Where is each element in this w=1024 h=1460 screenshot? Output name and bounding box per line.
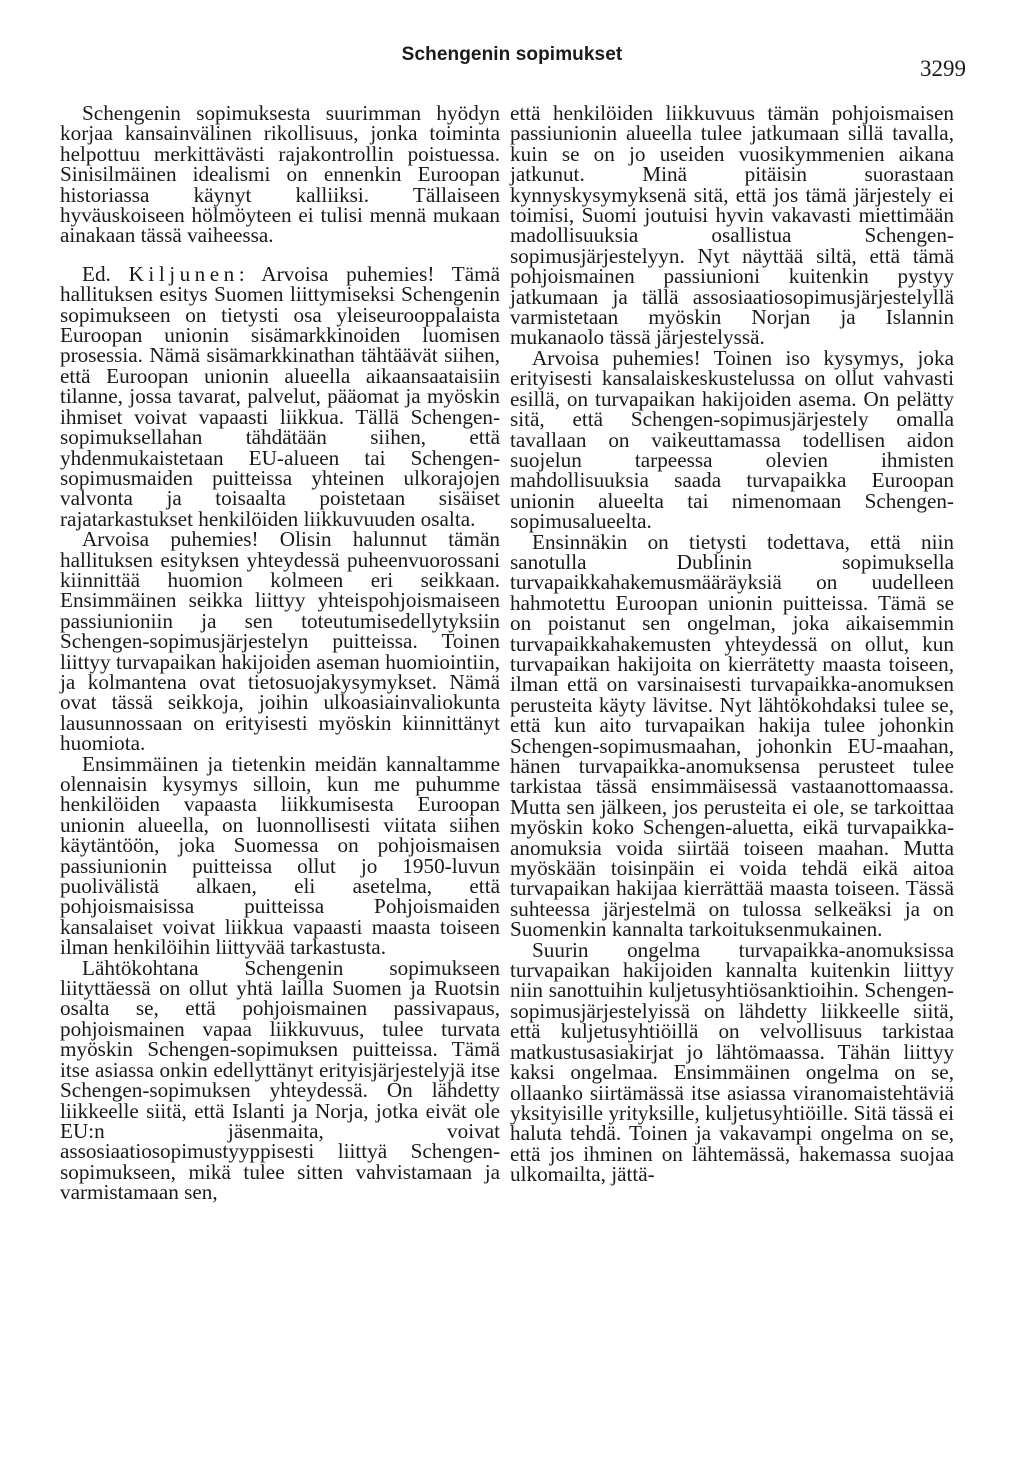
paragraph: Ensimmäinen ja tietenkin meidän kannaltamme olennaisin kysymys silloin, kun me puhumme henkilöiden vapaasta liikkumisesta Euroopan unionin alueella, on luonnollisesti viitata siihen käytäntöön, joka Suomessa on pohjoismaisen passiunionin puitteissa ollut jo 1950-luvun puolivälistä alkaen, eli asetelma, että pohjoismaisissa puitteissa Pohjoismaiden kansalaiset voivat liikkua vapaasti maasta toiseen ilman henkilöihin liittyvää tarkastusta. — [60, 751, 500, 960]
running-header-title: Schengenin sopimukset — [401, 44, 623, 65]
paragraph-text: : Arvoisa puhemies! Tämä hallituksen esitys Suomen liittymiseksi Schengenin sopimukseen on tietysti osa yleiseurooppalaista Euroopan unionin sisämarkkinoiden luomisen prosessia. Nämä sisämarkkinathan tähtäävät siihen, että Euroopan unionin alueella aikaansaataisiin tilanne, jossa tavarat, palvelut, pääomat ja myöskin ihmiset voivat vapaasti liikkua. Tällä Schengen-sopimuksellahan tähdätään siihen, että yhdenmukaistetaan EU-alueen tai Schengen-sopimusmaiden puitteissa yhteinen ulkorajojen valvonta ja toisaalta poistetaan sisäiset rajatarkastukset henkilöiden liikkuvuuden osalta. — [60, 261, 501, 531]
speaker-prefix: Ed. — [82, 261, 111, 286]
right-column — [510, 103, 954, 1185]
speaker-name: Kiljunen — [128, 261, 239, 286]
page-number: 3299 — [920, 56, 966, 81]
paragraph: että henkilöiden liikkuvuus tämän pohjoismaisen passiunionin alueella tulee jatkumaan sillä tavalla, kuin se on jo useiden vuosikymmenien aikana jatkunut. Minä pitäisin suorastaan kynnyskysymyksenä sitä, että jos tämä järjestely ei toimisi, Suomi joutuisi hyvin vakavasti miettimään madollisuuksia osallistua Schengen-sopimusjärjestelyyn. Nyt näyttää siltä, että tämä pohjoismainen passiunioni kuitenkin pystyy jatkumaan ja tällä assosiaatiosopimusjärjestelyllä varmistetaan myöskin Norjan ja Islannin mukanaolo tässä järjestelyssä. — [510, 101, 954, 350]
paragraph: Schengenin sopimuksesta suurimman hyödyn korjaa kansainvälinen rikollisuus, jonka toiminta helpottuu merkittävästi rajakontrollin poistuessa. Sinisilmäinen idealismi on ennenkin Euroopan historiassa käynyt kalliiksi. Tällaiseen hyväuskoiseen hölmöyteen ei tulisi mennä mukaan ainakaan tässä vaiheessa. — [60, 101, 500, 248]
paragraph: Ensinnäkin on tietysti todettava, että niin sanotulla Dublinin sopimuksella turvapaikkahakemusmääräyksiä on uudelleen hahmotettu Euroopan unionin puitteissa. Tämä se on poistanut sen ongelman, joka aikaisemmin turvapaikkahakemusten yhteydessä on ollut, kun turvapaikan hakijoita on kierrätetty maasta toiseen, ilman että on varsinaisesti turvapaikka-anomuksen perusteita käyty lävitse. Nyt lähtökohdaksi tulee se, että kun aito turvapaikan hakija tulee johonkin Schengen-sopimusmaahan, johonkin EU-maahan, hänen turvapaikka-anomuksensa perusteet tulee tarkistaa tässä ensimmäisessä vastaanottomaassa. Mutta sen jälkeen, jos perusteita ei ole, se tarkoittaa myöskin koko Schengen-aluetta, eikä turvapaikka-anomuksia voida siirtää toiseen maahan. Mutta myöskään toisinpäin ei voida tehdä eikä aitoa turvapaikan hakijaa kierrättää maasta toiseen. Tässä suhteessa järjestelmä on tulossa selkeäksi ja on Suomenkin kannalta tarkoituksenmukainen. — [510, 529, 954, 942]
paragraph: Arvoisa puhemies! Toinen iso kysymys, joka erityisesti kansalaiskeskustelussa on ollut vahvasti esillä, on turvapaikan hakijoiden asema. On pelätty sitä, että Schengen-sopimusjärjestely omalla tavallaan on vaikeuttamassa todellisen aidon suojelun tarpeessa olevien ihmisten mahdollisuuksia saada turvapaikka Euroopan unionin alueelta tai nimenomaan Schengen-sopimusalueelta. — [510, 345, 954, 534]
speaker-paragraph — [60, 261, 501, 531]
left-column — [60, 103, 500, 1203]
paragraph: Lähtökohtana Schengenin sopimukseen liityttäessä on ollut yhtä lailla Suomen ja Ruotsin osalta se, että pohjoismainen passivapaus, pohjoismainen vapaa liikkuvuus, tulee turvata myöskin Schengen-sopimuksen puitteissa. Tämä itse asiassa onkin edellyttänyt erityisjärjestelyjä itse Schengen-sopimuksen yhteydessä. On lähdetty liikkeelle siitä, että Islanti ja Norja, jotka eivät ole EU:n jäsenmaita, voivat assosiaatiosopimustyyppisesti liittyä Schengen-sopimukseen, mikä tulee sitten vahvistamaan ja varmistamaan sen, — [60, 955, 500, 1205]
paragraph: Suurin ongelma turvapaikka-anomuksissa turvapaikan hakijoiden kannalta kuitenkin liittyy niin sanottuihin kuljetusyhtiösanktioihin. Schengen-sopimusjärjestelyissä on lähdetty liikkeelle siitä, että kuljetusyhtiöillä on velvollisuus tarkistaa matkustusasiakirjat jo lähtömaassa. Tähän liittyy kaksi ongelmaa. Ensimmäinen ongelma on se, ollaanko siirtämässä itse asiassa viranomaistehtäviä yksityisille yrityksille, kuljetusyhtiöille. Sitä tässä ei haluta tehdä. Toinen ja vakavampi ongelma on se, että jos ihminen on lähtemässä, hakemassa suojaa ulkomailta, jättä- — [510, 937, 954, 1187]
paragraph: Arvoisa puhemies! Olisin halunnut tämän hallituksen esityksen yhteydessä puheenvuorossani kiinnittää huomion kolmeen eri seikkaan. Ensimmäinen seikka liittyy yhteispohjoismaiseen passiunioniin ja sen toteutumisedellytyksiin Schengen-sopimusjärjestelyn puitteissa. Toinen liittyy turvapaikan hakijoiden aseman huomiointiin, ja kolmantena ovat tietosuojakysymykset. Nämä ovat tässä seikkoja, joihin ulkoasiainvaliokunta lausunnossaan on erityisesti myöskin kiinnittänyt huomiota. — [60, 527, 500, 756]
